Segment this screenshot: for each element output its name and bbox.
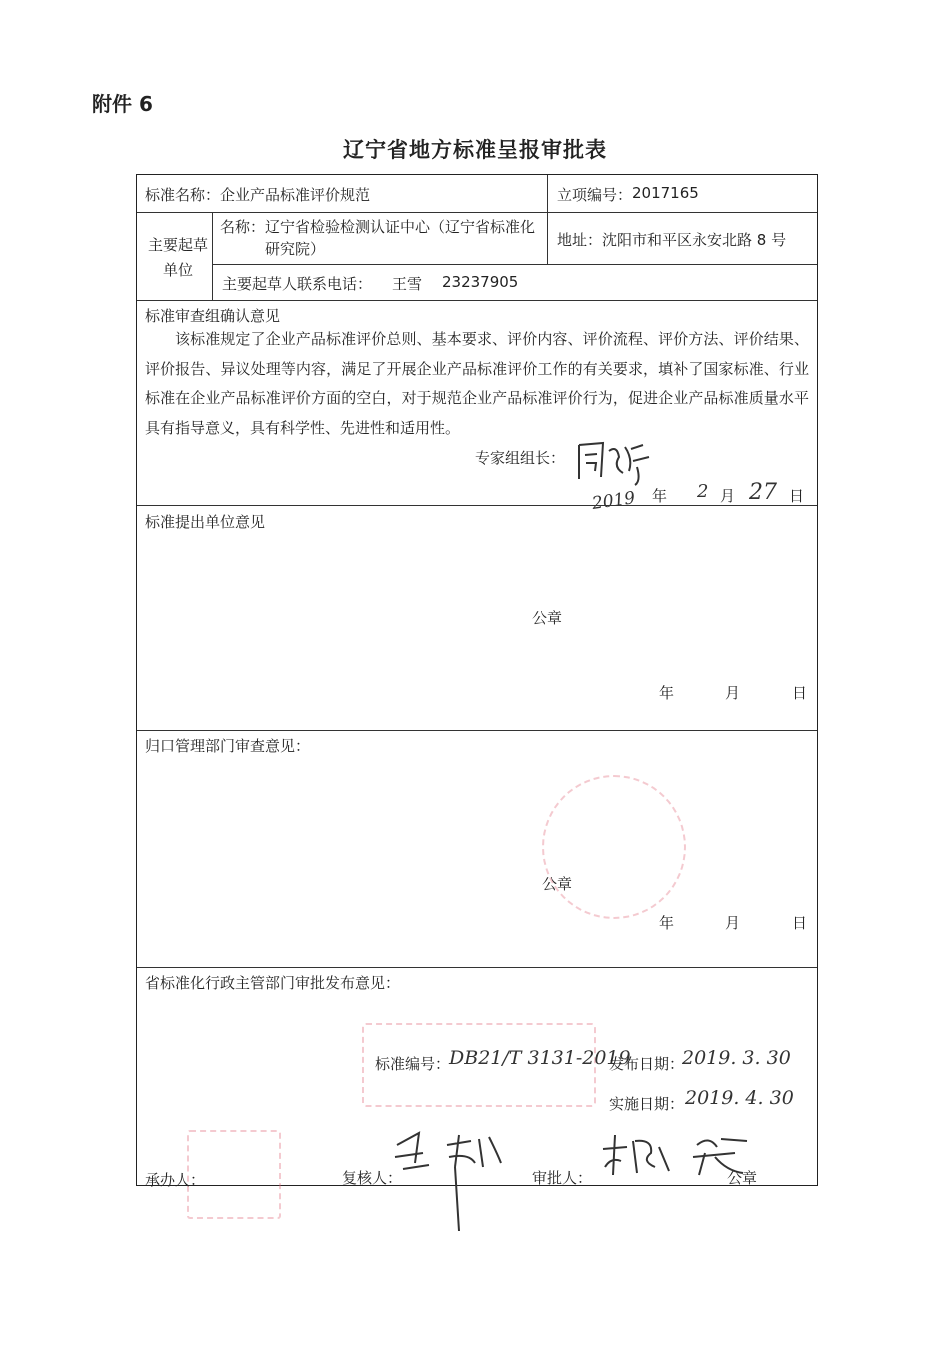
attachment-label: 附件 6 [92,92,153,116]
expert-leader-label: 专家组组长： [475,449,566,467]
drafting-unit-name-value: 辽宁省检验检测认证中心（辽宁省标准化研究院） [265,218,536,258]
row-divider [137,967,817,968]
row-divider [137,212,817,213]
review-date-month: 2 [697,481,709,502]
provincial-admin-label: 省标准化行政主管部门审批发布意见： [145,974,401,992]
project-number-value: 2017165 [632,184,699,202]
review-month-label: 月 [720,487,736,505]
expert-leader-signature [573,437,653,489]
approver-label: 审批人： [532,1169,593,1187]
standard-name-value: 企业产品标准评价规范 [220,186,371,204]
column-divider [547,212,548,264]
review-group-label: 标准审查组确认意见 [145,307,281,325]
column-divider [212,212,213,300]
proposing-unit-label: 标准提出单位意见 [145,513,266,531]
contact-label: 主要起草人联系电话： [222,275,373,293]
management-seal-label: 公章 [542,875,573,893]
review-day-label: 日 [789,487,805,505]
approval-form [136,174,818,1189]
publish-date-value: 2019. 3. 30 [682,1047,791,1069]
page-title: 辽宁省地方标准呈报审批表 [343,138,607,162]
implement-date-label: 实施日期： [609,1095,685,1113]
row-divider [137,730,817,731]
handler-label: 承办人： [145,1171,206,1189]
management-dept-label: 归口管理部门审查意见： [145,737,311,755]
proposing-year-label: 年 [659,684,675,702]
address-value: 沈阳市和平区永安北路 8 号 [602,231,787,249]
proposing-day-label: 日 [792,684,808,702]
management-day-label: 日 [792,914,808,932]
implement-date-value: 2019. 4. 30 [685,1087,794,1109]
reviewer-label: 复核人： [342,1169,403,1187]
management-stamp-mark [542,775,686,919]
management-month-label: 月 [725,914,741,932]
drafting-unit-name-label: 名称： [220,218,266,236]
review-date-day: 27 [749,480,777,505]
address-label: 地址： [557,231,603,249]
drafting-unit-label: 主要起草单位 [147,236,208,279]
row-divider [212,264,817,265]
review-date-year: 2019 [590,488,637,514]
contact-person: 王雪 [392,275,423,293]
standard-name-label: 标准名称： [145,186,221,204]
review-opinion-text: 该标准规定了企业产品标准评价总则、基本要求、评价内容、评价流程、评价方法、评价结果、评价报告、异议处理等内容，满足了开展企业产品标准评价工作的有关要求，填补了国家标准、行业标准在企业产品标准评价方面的空白，对于规范企业产品标准评价行为，促进企业产品标准质量水平具有指导意义，具有科学性、先进性和适用性。 [145,330,809,437]
management-year-label: 年 [659,914,675,932]
proposing-seal-label: 公章 [532,609,563,627]
standard-no-value: DB21/T 3131-2019 [449,1047,631,1069]
row-divider [137,300,817,301]
proposing-month-label: 月 [725,684,741,702]
contact-phone: 23237905 [442,273,519,291]
publish-date-label: 发布日期： [609,1055,685,1073]
row-divider [137,505,817,506]
approver-seal-label: 公章 [727,1169,758,1187]
project-number-label: 立项编号： [557,186,633,204]
reviewer-signature [389,1123,509,1233]
review-year-label: 年 [652,487,668,505]
column-divider [547,175,548,212]
standard-no-label: 标准编号： [375,1055,451,1073]
